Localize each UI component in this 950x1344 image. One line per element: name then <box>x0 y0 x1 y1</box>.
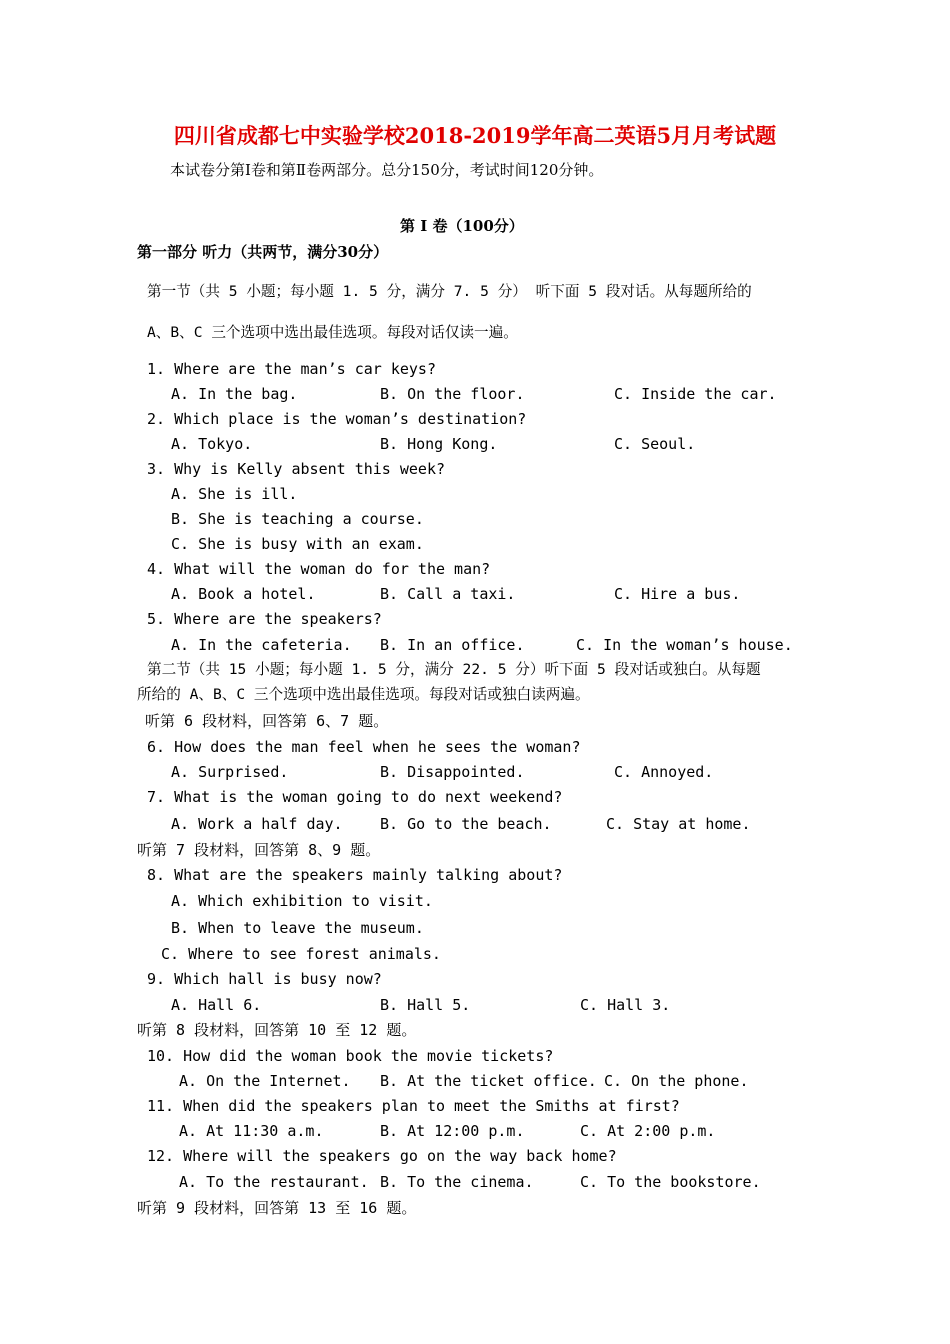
question-11: 11. When did the speakers plan to meet the Smiths at first? <box>147 1097 680 1115</box>
material-8-heading: 听第 8 段材料，回答第 10 至 12 题。 <box>137 1021 417 1039</box>
page-title: 四川省成都七中实验学校2018-2019学年高二英语5月月考试题 <box>173 123 777 148</box>
question-9: 9. Which hall is busy now? <box>147 970 382 988</box>
q11-option-b: B. At 12:00 p.m. <box>380 1122 525 1140</box>
q6-option-c: C. Annoyed. <box>614 763 714 781</box>
question-1: 1. Where are the man’s car keys? <box>147 360 436 378</box>
question-8: 8. What are the speakers mainly talking about? <box>147 866 563 884</box>
q1-option-c: C. Inside the car. <box>614 385 777 403</box>
question-10: 10. How did the woman book the movie tickets? <box>147 1047 554 1065</box>
question-5: 5. Where are the speakers? <box>147 610 382 628</box>
q4-option-a: A. Book a hotel. <box>171 585 316 603</box>
material-9-heading: 听第 9 段材料，回答第 13 至 16 题。 <box>137 1199 417 1217</box>
q5-option-c: C. In the woman’s house. <box>576 636 793 654</box>
question-4: 4. What will the woman do for the man? <box>147 560 491 578</box>
exam-intro: 本试卷分第Ⅰ卷和第Ⅱ卷两部分。总分150分，考试时间120分钟。 <box>170 161 604 179</box>
q4-option-c: C. Hire a bus. <box>614 585 741 603</box>
q4-option-b: B. Call a taxi. <box>380 585 516 603</box>
q3-option-a: A. She is ill. <box>171 485 298 503</box>
question-3: 3. Why is Kelly absent this week? <box>147 460 446 478</box>
q1-option-b: B. On the floor. <box>380 385 525 403</box>
q12-option-b: B. To the cinema. <box>380 1173 534 1191</box>
q6-option-b: B. Disappointed. <box>380 763 525 781</box>
q2-option-c: C. Seoul. <box>614 435 696 453</box>
q6-option-a: A. Surprised. <box>171 763 289 781</box>
q10-option-b: B. At the ticket office. <box>380 1072 597 1090</box>
section1-instructions-cont: A、B、C 三个选项中选出最佳选项。每段对话仅读一遍。 <box>147 324 518 341</box>
question-6: 6. How does the man feel when he sees the woman? <box>147 738 581 756</box>
volume-heading: 第 Ⅰ 卷（100分） <box>400 217 524 235</box>
q8-option-c: C. Where to see forest animals. <box>161 945 441 963</box>
q9-option-c: C. Hall 3. <box>580 996 671 1014</box>
q5-option-a: A. In the cafeteria. <box>171 636 352 654</box>
question-12: 12. Where will the speakers go on the way back home? <box>147 1147 617 1165</box>
q8-option-a: A. Which exhibition to visit. <box>171 892 433 910</box>
q11-option-a: A. At 11:30 a.m. <box>179 1122 324 1140</box>
q12-option-c: C. To the bookstore. <box>580 1173 761 1191</box>
section2-instructions-cont: 所给的 A、B、C 三个选项中选出最佳选项。每段对话或独白读两遍。 <box>137 686 590 703</box>
q1-option-a: A. In the bag. <box>171 385 298 403</box>
q7-option-c: C. Stay at home. <box>606 815 751 833</box>
q10-option-c: C. On the phone. <box>604 1072 749 1090</box>
section1-instructions: 第一节（共 5 小题；每小题 1. 5 分，满分 7. 5 分） 听下面 5 段对话。从每题所给的 <box>147 283 752 300</box>
question-2: 2. Which place is the woman’s destination? <box>147 410 527 428</box>
q9-option-b: B. Hall 5. <box>380 996 471 1014</box>
q7-option-a: A. Work a half day. <box>171 815 343 833</box>
q9-option-a: A. Hall 6. <box>171 996 262 1014</box>
q5-option-b: B. In an office. <box>380 636 525 654</box>
q10-option-a: A. On the Internet. <box>179 1072 351 1090</box>
q3-option-c: C. She is busy with an exam. <box>171 535 424 553</box>
q7-option-b: B. Go to the beach. <box>380 815 552 833</box>
q8-option-b: B. When to leave the museum. <box>171 919 424 937</box>
part-heading: 第一部分 听力（共两节，满分30分） <box>137 243 389 261</box>
q2-option-a: A. Tokyo. <box>171 435 253 453</box>
material-6-heading: 听第 6 段材料，回答第 6、7 题。 <box>145 712 389 730</box>
q2-option-b: B. Hong Kong. <box>380 435 498 453</box>
q3-option-b: B. She is teaching a course. <box>171 510 424 528</box>
q12-option-a: A. To the restaurant. <box>179 1173 369 1191</box>
material-7-heading: 听第 7 段材料，回答第 8、9 题。 <box>137 841 381 859</box>
section2-instructions: 第二节（共 15 小题；每小题 1. 5 分，满分 22. 5 分）听下面 5 段对话或独白。从每题 <box>147 661 761 678</box>
q11-option-c: C. At 2:00 p.m. <box>580 1122 716 1140</box>
question-7: 7. What is the woman going to do next weekend? <box>147 788 563 806</box>
